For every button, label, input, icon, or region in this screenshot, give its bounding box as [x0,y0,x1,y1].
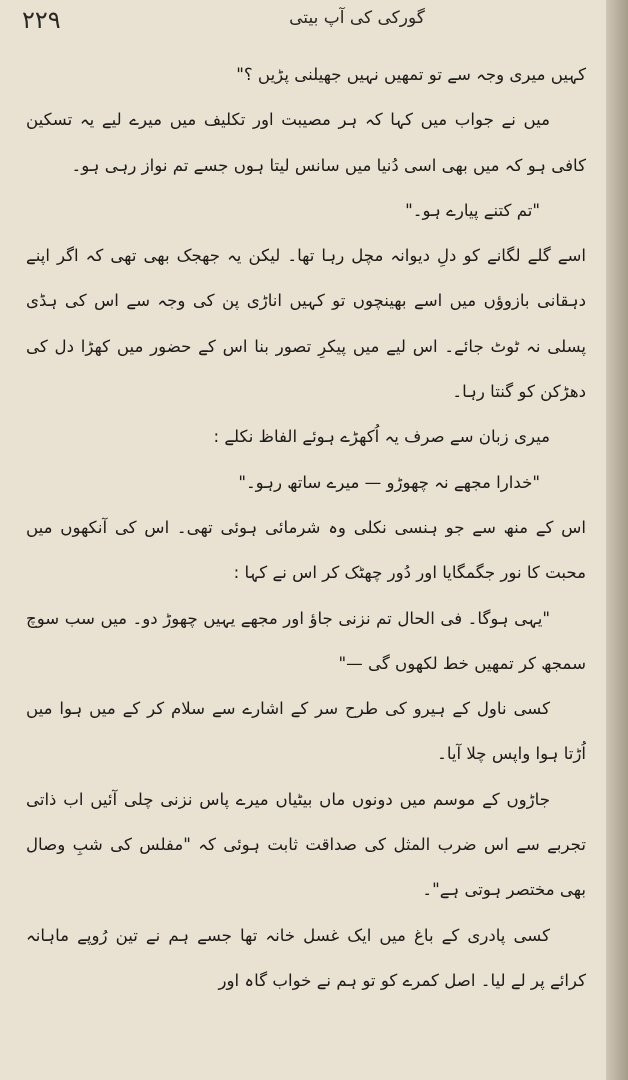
paragraph-8: "یہی ہوگا۔ فی الحال تم نزنی جاؤ اور مجھے یہیں چھوڑ دو۔ میں سب سوچ سمجھ کر تمھیں خط لکھوں گی —" [26,608,586,673]
paragraph-6: "خدارا مجھے نہ چھوڑو — میرے ساتھ رہو۔" [238,472,540,492]
page-edge [606,0,628,1080]
paragraph-2: میں نے جواب میں کہا کہ ہر مصیبت اور تکلیف میں میرے لیے یہ تسکین کافی ہو کہ میں بھی اسی دُنیا میں سانس لیتا ہوں جسے تم نواز رہی ہو۔ [26,110,586,175]
paragraph-11: کسی پادری کے باغ میں ایک غسل خانہ تھا جسے ہم نے تین رُوپے ماہانہ کرائے پر لے لیا۔ اصل کمرے کو تو ہم نے خواب گاہ اور [26,925,586,990]
paragraph-4: اسے گلے لگانے کو دلِ دیوانہ مچل رہا تھا۔ لیکن یہ جھجک بھی تھی کہ اگر اپنے دہقانی بازوؤں میں اسے بھینچوں تو کہیں اناڑی پن کی وجہ سے اس کی ہڈی پسلی نہ ٹوٹ جائے۔ اس لیے میں پیکرِ تصور بنا اس کے حضور میں کھڑا دل کی دھڑکن کو گنتا رہا۔ [26,246,586,402]
page-number: ۲۲۹ [22,6,61,34]
paragraph-7: اس کے منھ سے جو ہنسی نکلی وہ شرمائی ہوئی تھی۔ اس کی آنکھوں میں محبت کا نور جگمگایا اور دُور چھٹک کر اس نے کہا : [26,517,586,583]
paragraph-5: میری زبان سے صرف یہ اُکھڑے ہوئے الفاظ نکلے : [213,427,550,447]
paragraph-1: کہیں میری وجہ سے تو تمھیں نہیں جھیلنی پڑیں ؟" [236,65,586,84]
running-title: گورکی کی آپ بیتی [289,8,425,28]
page-header [22,6,582,40]
paragraph-9: کسی ناول کے ہیرو کی طرح سر کے اشارے سے سلام کر کے میں ہوا میں اُڑتا ہوا واپس چلا آیا۔ [26,699,586,764]
paragraph-10: جاڑوں کے موسم میں دونوں ماں بیٹیاں میرے پاس نزنی چلی آئیں اب ذاتی تجربے سے اس ضرب المثل کی صداقت ثابت ہوئی کہ "مفلس کی شبِ وصال بھی مختصر ہوتی ہے"۔ [26,789,586,900]
paragraph-3: "تم کتنے پیارے ہو۔" [405,200,540,220]
page-body [26,52,586,1003]
